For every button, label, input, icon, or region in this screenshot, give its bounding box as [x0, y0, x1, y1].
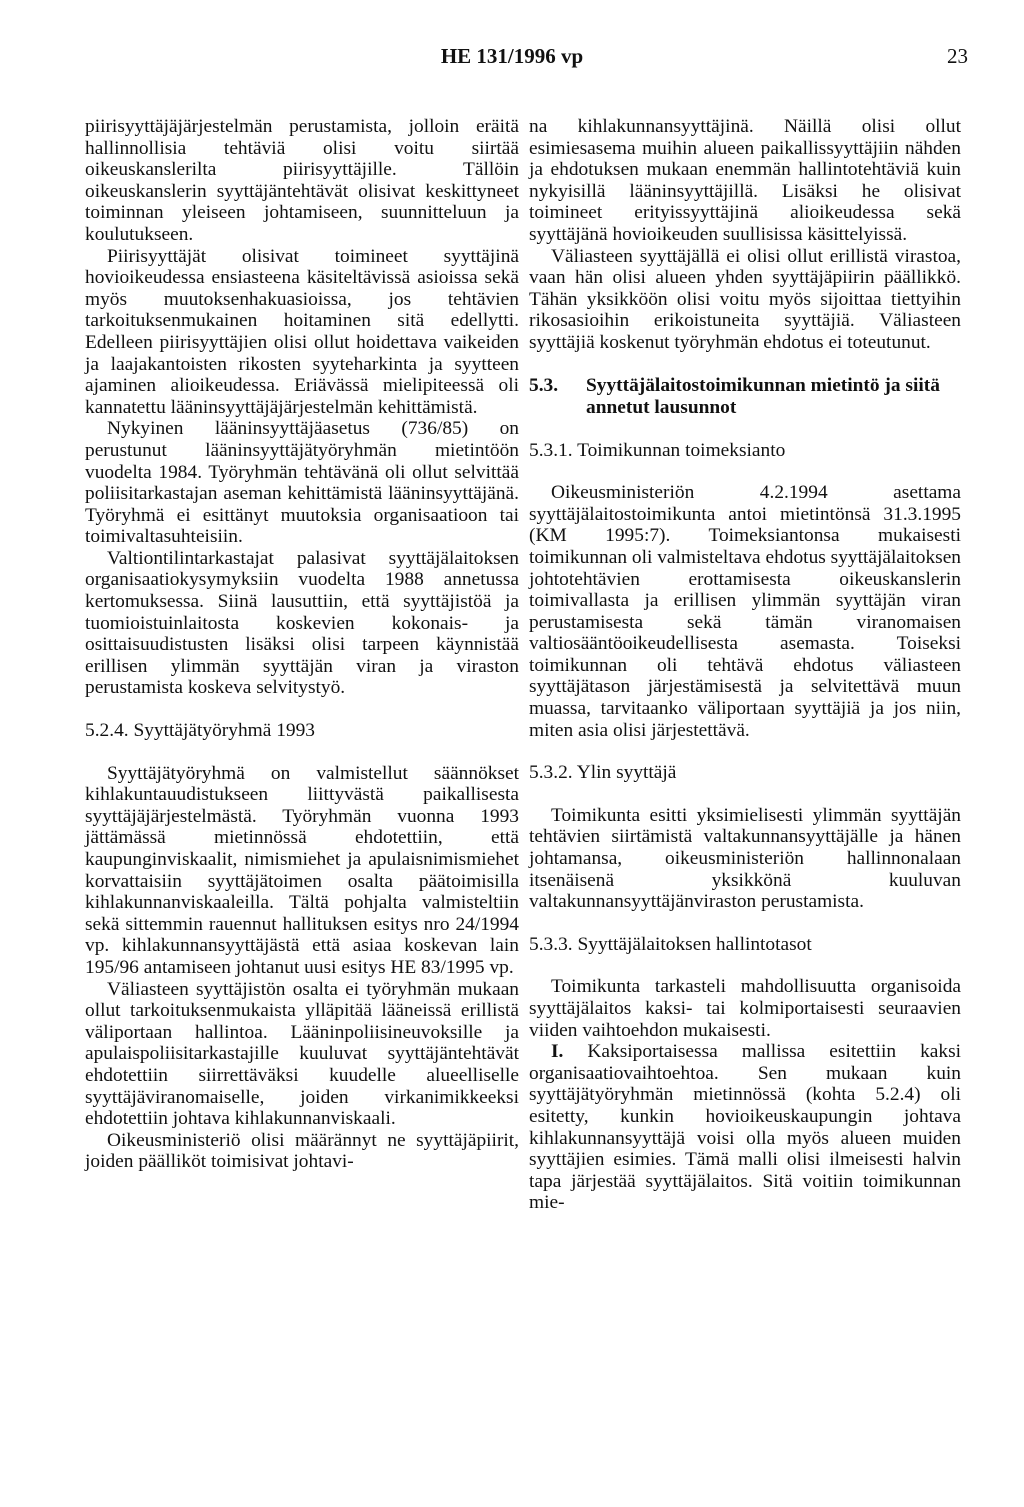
paragraph: Oikeusministeriön 4.2.1994 asettama syyttäjälaitostoimikunta antoi mietintönsä 31.3.1995 (KM 1995:7). Toimeksiantonsa mukaisesti toimikunnan oli valmisteltava ehdotus syyttäjälaitoksen johtotehtävien erottamisesta oikeuskanslerin toimivallasta ja erillisen ylimmän syyttäjän viran perustamisesta sekä tämän viranomaisen valtiosääntöoikeudellisesta asemasta. Toiseksi toimikunnan oli tehtävä ehdotus väliasteen syyttäjätason järjestämisestä ja selvitettävä muun muassa, tarvitaanko väliportaan syyttäjiä ja jos niin, miten asia olisi järjestettävä. — [529, 482, 961, 741]
page-number: 23 — [947, 44, 968, 68]
left-column — [85, 116, 519, 1173]
paragraph — [529, 1041, 961, 1214]
roman-numeral: I. — [551, 1041, 564, 1063]
section-heading-5-3-2: 5.3.2. Ylin syyttäjä — [529, 762, 677, 784]
paragraph: Toimikunta tarkasteli mahdollisuutta organisoida syyttäjälaitos kaksi- tai kolmiportaisesti seuraavien viiden vaihtoehdon mukaisesti. — [529, 976, 961, 1041]
section-heading-5-2-4: 5.2.4. Syyttäjätyöryhmä 1993 — [85, 720, 315, 742]
right-column — [529, 116, 961, 1214]
paragraph-text: Kaksiportaisessa mallissa esitettiin kaksi organisaatiovaihtoehtoa. Sen mukaan kuin syyttäjätyöryhmän mietinnössä (kohta 5.2.4) oli esitetty, kunkin hovioikeuskaupungin johtava kihlakunnansyyttäjä voisi olla myös alueen muiden syyttäjien esimies. Tämä malli olisi ilmeisesti halvin tapa järjestää syyttäjälaitos. Sitä voitiin toimikunnan mie- — [529, 1041, 961, 1214]
section-title: Syyttäjälaitostoimikunnan mietintö ja siitä annetut lausunnot — [586, 374, 940, 418]
paragraph: Toimikunta esitti yksimielisesti ylimmän syyttäjän tehtävien siirtämistä valtakunnansyyttäjälle ja hänen johtamansa, oikeusministeriön hallinnonalaan itsenäisenä yksikkönä kuuluvan valtakunnansyyttäjänviraston perustamista. — [529, 804, 961, 913]
paragraph: na kihlakunnansyyttäjinä. Näillä olisi ollut esimiesasema muihin alueen paikallissyyttäjiin nähden ja ehdotuksen mukaan enemmän hallintotehtäviä kuin nykyisillä lääninsyyttäjillä. Lisäksi he olisivat toimineet erityissyyttäjinä alioikeudessa sekä syyttäjänä hovioikeuden suullisissa käsittelyissä. — [529, 116, 961, 245]
paragraph: Piirisyyttäjät olisivat toimineet syyttäjinä hovioikeudessa ensiasteena käsiteltävissä asioissa sekä myös muutoksenhakuasioissa, jos tehtävien tarkoituksenmukainen hoitaminen sitä edellytti. Edelleen piirisyyttäjien olisi ollut hoidettava vaikeiden ja laajakantoisten rikosten syyteharkinta ja syytteen ajaminen alioikeudessa. Eriävässä mielipiteessä oli kannatettu lääninsyyttäjäjärjestelmän kehittämistä. — [85, 245, 519, 418]
section-heading-5-3 — [529, 375, 961, 419]
paragraph: Väliasteen syyttäjistön osalta ei työryhmän mukaan ollut tarkoituksenmukaista ylläpitää lääneissä erillistä väliportaan hallintoa. Lääninpoliisineuvoksille ja apulaispoliisitarkastajille kuuluvat syyttäjäntehtävät ehdotettiin siirrettäväksi kuudelle alueelliselle syyttäjäviranomaiselle, joiden virkanimikkeeksi ehdotettiin johtava kihlakunnanviskaali. — [85, 978, 519, 1130]
paragraph: Väliasteen syyttäjällä ei olisi ollut erillistä virastoa, vaan hän olisi alueen yhden syyttäjäpiirin päällikkö. Tähän yksikköön olisi voitu myös sijoittaa tiettyihin rikosasioihin erikoistuneita syyttäjiä. Väliasteen syyttäjiä koskenut työryhmän ehdotus ei toteutunut. — [529, 245, 961, 353]
page-title: HE 131/1996 vp — [440, 44, 584, 68]
section-heading-5-3-3: 5.3.3. Syyttäjälaitoksen hallintotasot — [529, 933, 812, 955]
paragraph: Valtiontilintarkastajat palasivat syyttäjälaitoksen organisaatiokysymyksiin vuodelta 1988 annetussa kertomuksessa. Siinä lausuttiin, että syyttäjistöä ja tuomioistuinlaitosta koskevien kokonais- ja osittaisuudistusten lisäksi olisi tarpeen käynnistää erillisen ylimmän syyttäjän viran ja viraston perustamista koskeva selvitystyö. — [85, 547, 519, 699]
paragraph: piirisyyttäjäjärjestelmän perustamista, jolloin eräitä hallinnollisia tehtäviä olisi voitu siirtää oikeuskanslerilta piirisyyttäjille. Tällöin oikeuskanslerin syyttäjäntehtävät olisivat keskittyneet toiminnan yleiseen johtamiseen, suunnitteluun ja koulutukseen. — [85, 116, 519, 245]
paragraph: Oikeusministeriö olisi määrännyt ne syyttäjäpiirit, joiden päälliköt toimisivat johtavi- — [85, 1129, 519, 1173]
section-number: 5.3. — [529, 374, 559, 396]
page-header — [0, 44, 1024, 74]
section-heading-5-3-1: 5.3.1. Toimikunnan toimeksianto — [529, 439, 786, 461]
paragraph: Nykyinen lääninsyyttäjäasetus (736/85) on perustunut lääninsyyttäjätyöryhmän mietintöön vuodelta 1984. Työryhmän tehtävänä oli ollut selvittää poliisitarkastajan aseman kehittämistä lääninsyyttäjänä. Työryhmä ei esittänyt muutoksia organisaatioon tai toimivaltasuhteisiin. — [85, 418, 519, 548]
paragraph: Syyttäjätyöryhmä on valmistellut säännökset kihlakuntauudistukseen liittyvästä paikallisesta syyttäjäjärjestelmästä. Työryhmän vuonna 1993 jättämässä mietinnössä ehdotettiin, että kaupunginviskaalit, nimismiehet ja apulaisnimismiehet korvattaisiin syyttäjätoimen osalta päätoimisilla kihlakunnanviskaaleilla. Tältä pohjalta valmisteltiin sekä sittemmin rauennut hallituksen esitys nro 24/1994 vp. kihlakunnansyyttäjästä että asiaa koskevan lain 195/96 antamiseen johtanut uusi esitys HE 83/1995 vp. — [85, 762, 519, 978]
